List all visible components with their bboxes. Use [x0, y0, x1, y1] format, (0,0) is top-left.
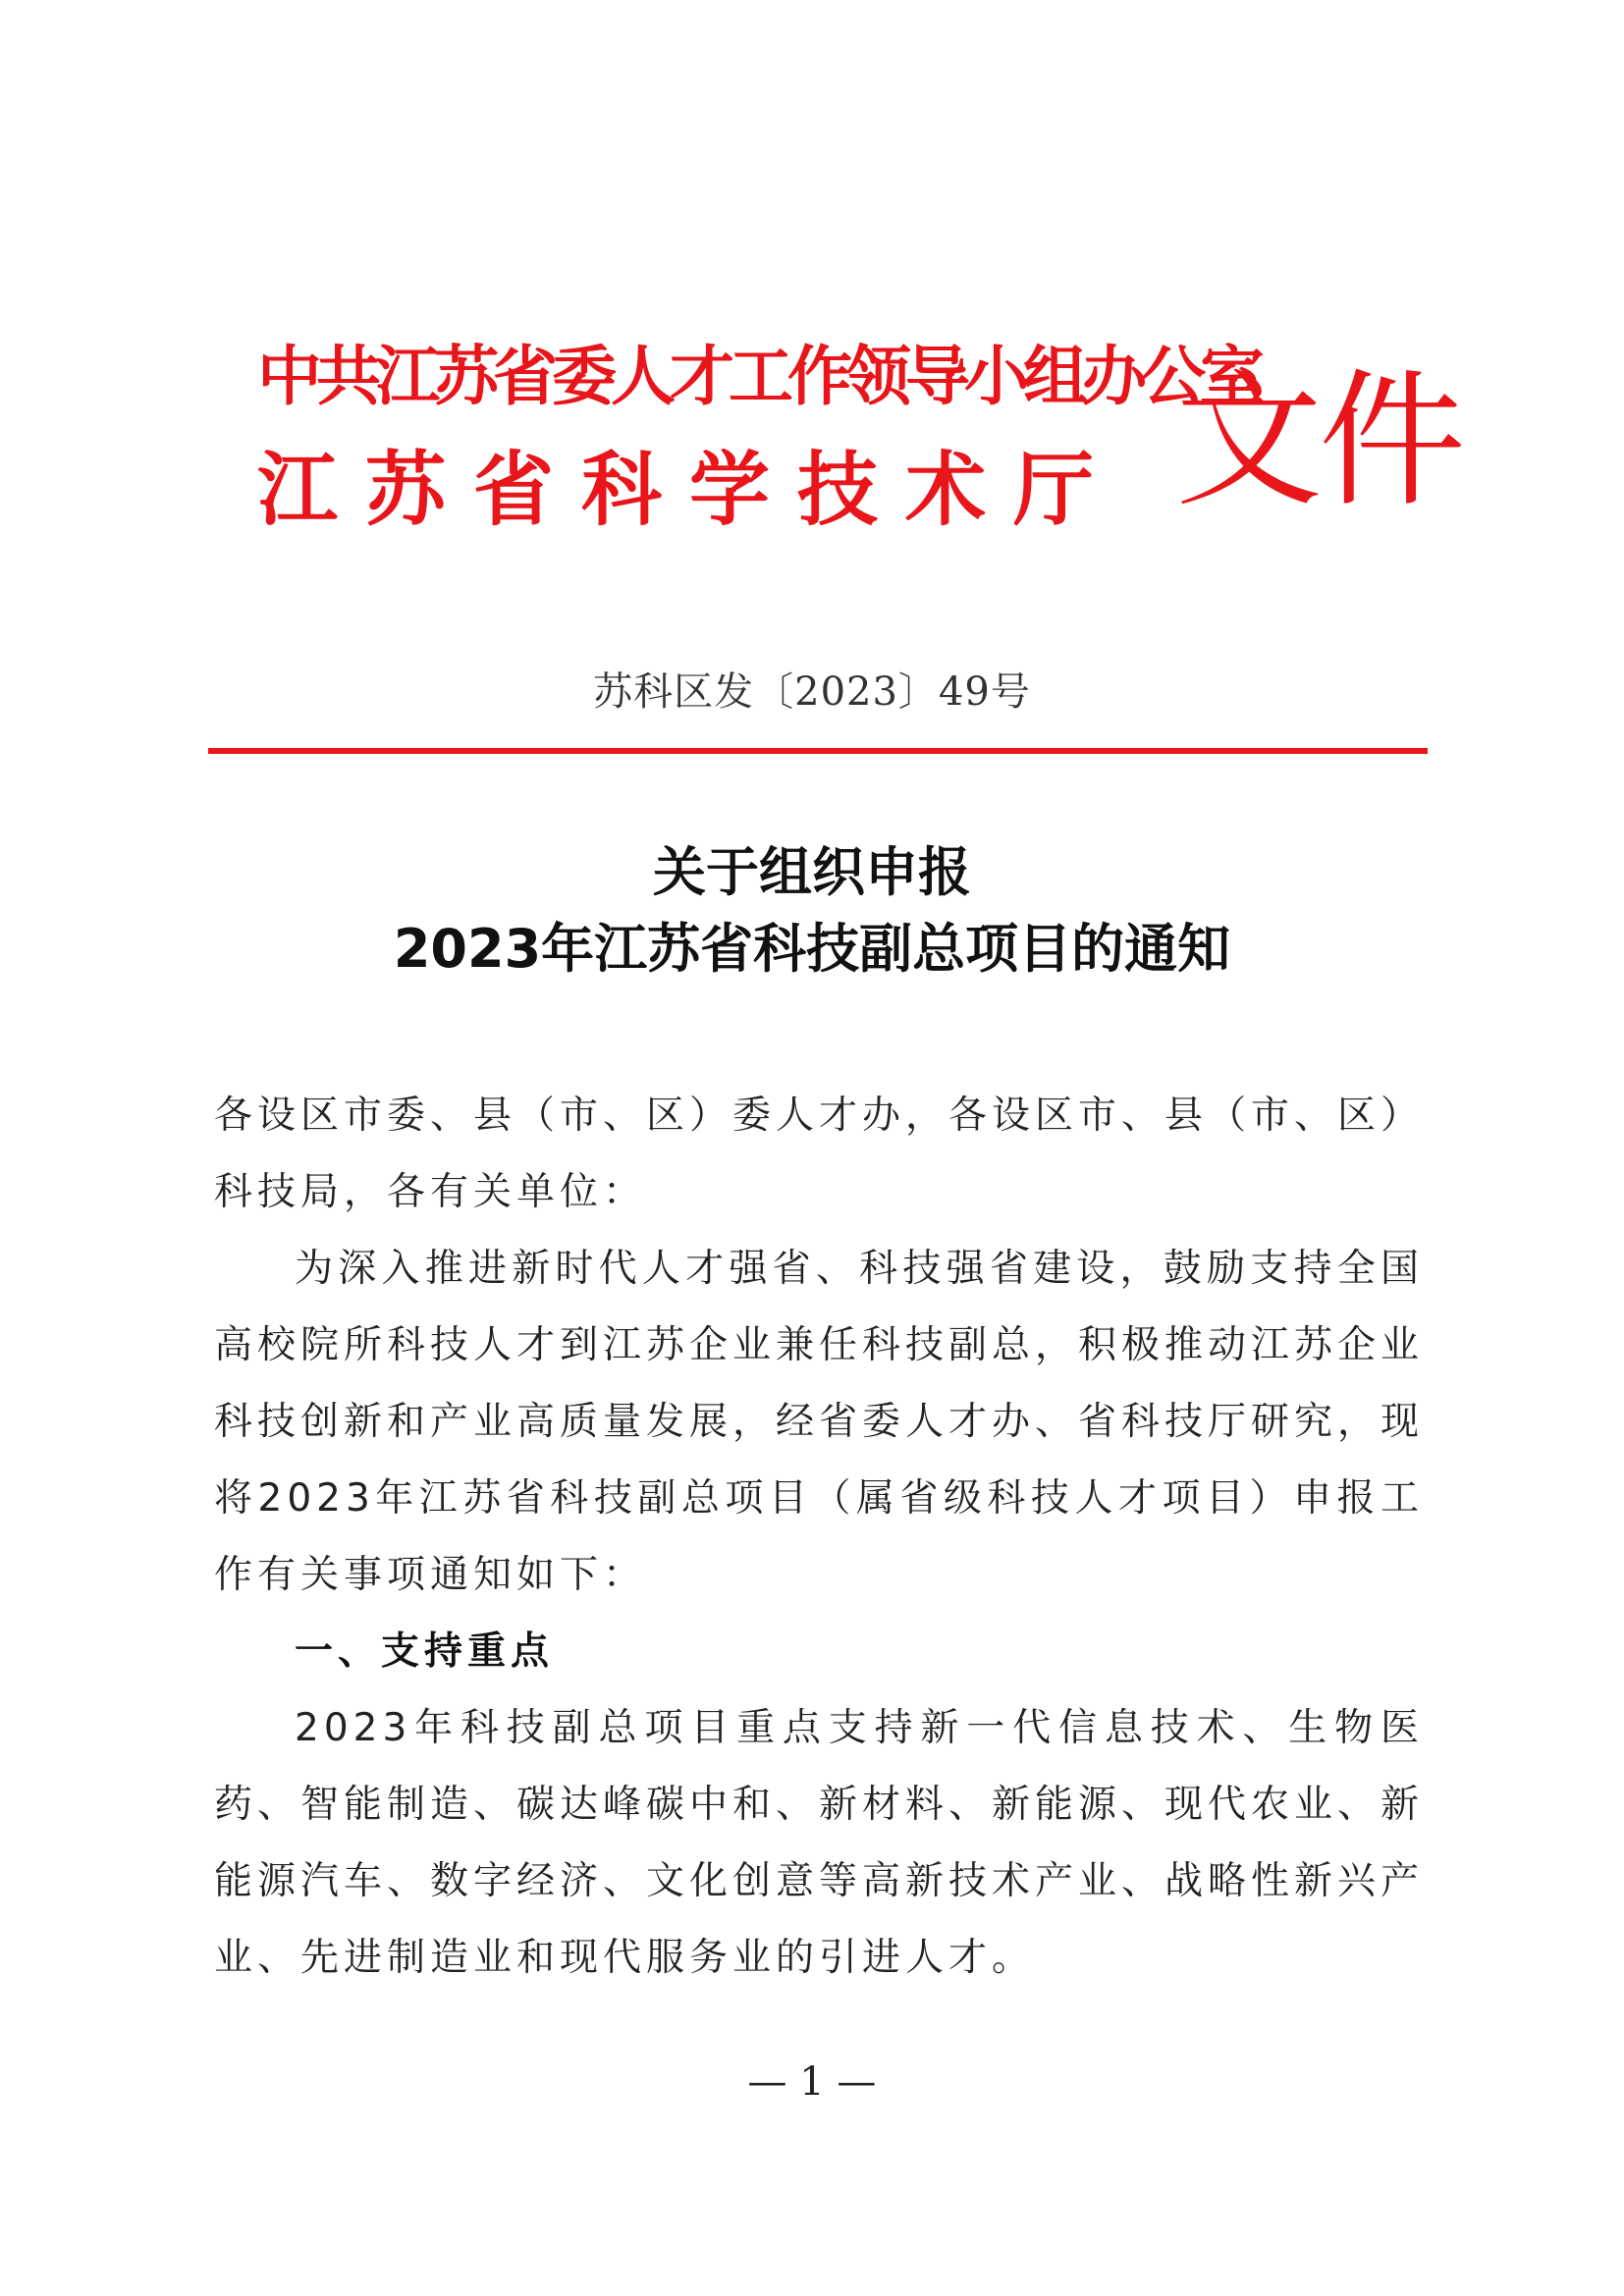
red-divider-line [208, 748, 1428, 754]
document-title [0, 834, 1624, 988]
section-heading: 一、支持重点 [295, 1629, 555, 1674]
intro-paragraph: 为深入推进新时代人才强省、科技强省建设，鼓励支持全国高校院所科技人才到江苏企业兼任科技副总，积极推动江苏企业科技创新和产业高质量发展，经省委人才办、省科技厅研究，现将2023年江苏省科技副总项目（属省级科技人才项目）申报工作有关事项通知如下： [214, 1247, 1425, 1597]
document-type-word: 文件 [1175, 356, 1463, 527]
document-number: 苏科区发〔2023〕49号 [593, 669, 1031, 715]
addressee-paragraph: 各设区市委、县（市、区）委人才办，各设区市、县（市、区）科技局，各有关单位： [214, 1094, 1425, 1214]
title-line-2: 2023年江苏省科技副总项目的通知 [393, 918, 1231, 980]
page-number: — 1 — [747, 2059, 877, 2105]
section-paragraph: 2023年科技副总项目重点支持新一代信息技术、生物医药、智能制造、碳达峰碳中和、新材料、新能源、现代农业、新能源汽车、数字经济、文化创意等高新技术产业、战略性新兴产业、先进制造业和现代服务业的引进人才。 [214, 1706, 1425, 1980]
issuer-name-2: 江苏省科学技术厅 [257, 444, 1122, 537]
title-line-1: 关于组织申报 [653, 841, 971, 903]
document-body [214, 1078, 1424, 1997]
red-header [257, 324, 1463, 560]
issuer-name-1: 中共江苏省委人才工作领导小组办公室 [257, 339, 1259, 414]
